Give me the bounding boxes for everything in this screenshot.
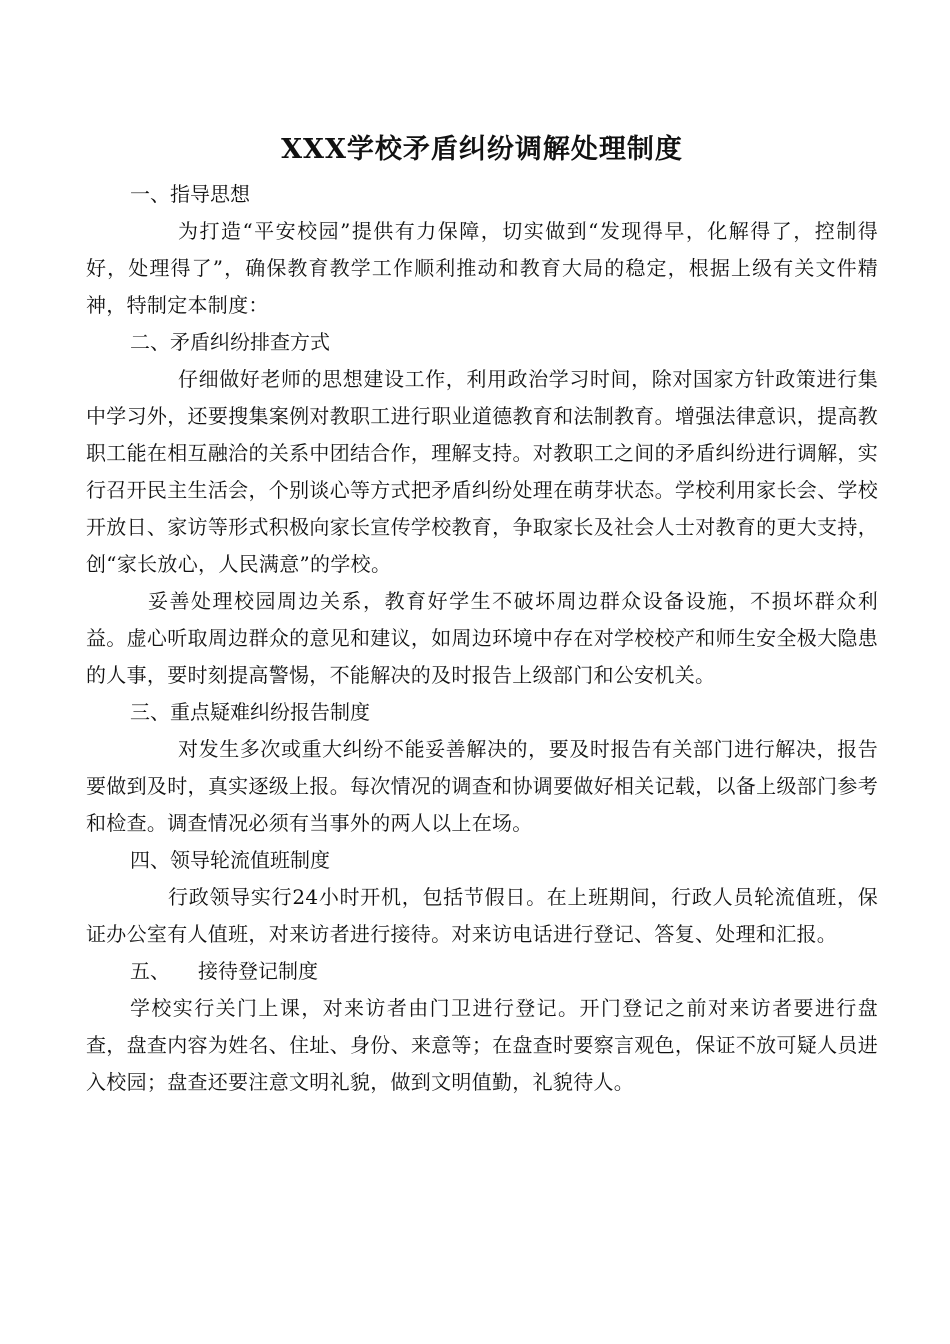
section-5-title: 接待登记制度 [198,959,318,983]
section-5-number: 五、 [130,959,170,983]
section-heading-2: 二、矛盾纠纷排查方式 [130,330,330,354]
section-heading-1: 一、指导思想 [130,182,250,206]
section-heading-3: 三、重点疑难纠纷报告制度 [130,700,370,724]
section-heading-4: 四、领导轮流值班制度 [130,848,330,872]
section-3-paragraph-1: 对发生多次或重大纠纷不能妥善解决的，要及时报告有关部门进行解决，报告要做到及时，真实逐级上报。每次情况的调查和协调要做好相关记载，以备上级部门参考和检查。调查情况必须有当事外的两人以上在场。 [86,737,878,835]
document-title: XXX学校矛盾纠纷调解处理制度 [281,134,683,165]
section-5-paragraph-1: 学校实行关门上课，对来访者由门卫进行登记。开门登记之前对来访者要进行盘查，盘查内容为姓名、住址、身份、来意等；在盘查时要察言观色，保证不放可疑人员进入校园；盘查还要注意文明礼貌，做到文明值勤，礼貌待人。 [86,996,878,1094]
section-2-paragraph-2: 妥善处理校园周边关系，教育好学生不破坏周边群众设备设施，不损坏群众利益。虚心听取周边群众的意见和建议，如周边环境中存在对学校校产和师生安全极大隐患的人事，要时刻提高警惕，不能解决的及时报告上级部门和公安机关。 [86,589,878,687]
section-4-paragraph-1: 行政领导实行24小时开机，包括节假日。在上班期间，行政人员轮流值班，保证办公室有人值班，对来访者进行接待。对来访电话进行登记、答复、处理和汇报。 [86,885,878,946]
section-1-paragraph-1: 为打造“平安校园”提供有力保障，切实做到“发现得早，化解得了，控制得好，处理得了”，确保教育教学工作顺利推动和教育大局的稳定，根据上级有关文件精神，特制定本制度： [86,219,878,317]
section-2-paragraph-1: 仔细做好老师的思想建设工作，利用政治学习时间，除对国家方针政策进行集中学习外，还要搜集案例对教职工进行职业道德教育和法制教育。增强法律意识，提高教职工能在相互融洽的关系中团结合作，理解支持。对教职工之间的矛盾纠纷进行调解，实行召开民主生活会，个别谈心等方式把矛盾纠纷处理在萌芽状态。学校利用家长会、学校开放日、家访等形式积极向家长宣传学校教育，争取家长及社会人士对教育的更大支持，创“家长放心，人民满意”的学校。 [86,367,878,576]
section-heading-5 [86,953,878,990]
document-page [86,128,878,1101]
